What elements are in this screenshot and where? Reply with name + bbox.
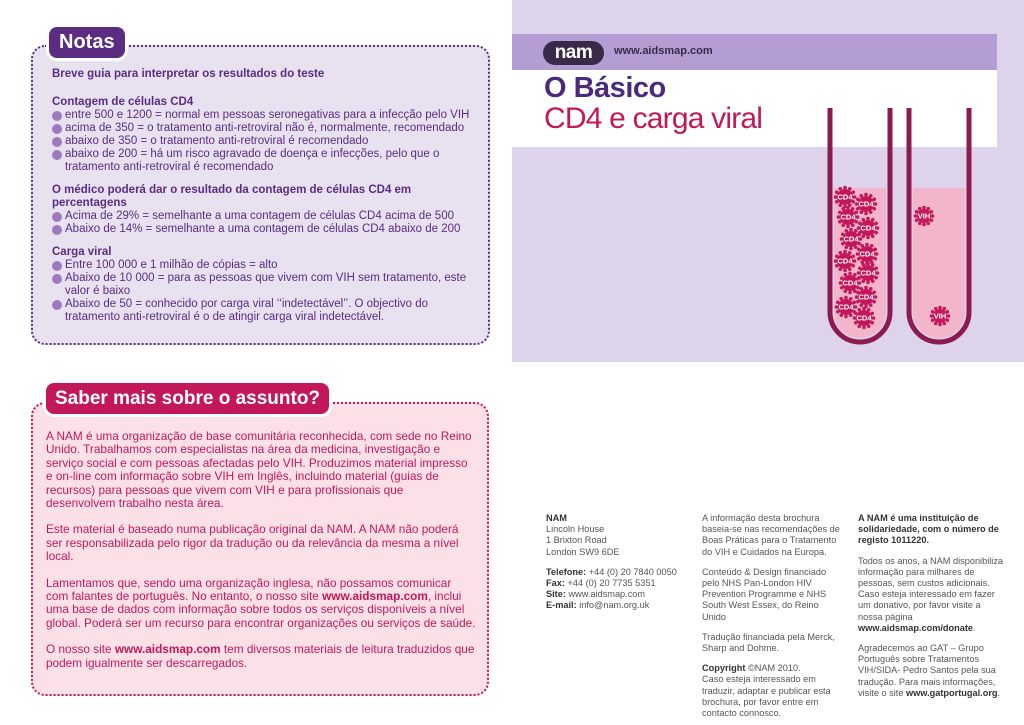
bullet-icon xyxy=(52,212,62,222)
org-name: NAM xyxy=(546,513,567,523)
svg-text:CD4: CD4 xyxy=(858,199,874,209)
cover-subtitle: CD4 e carga viral xyxy=(544,102,763,135)
section-title: O médico poderá dar o resultado da contagem de células CD4 em percentagens xyxy=(52,184,412,209)
bullet-icon xyxy=(52,137,62,147)
contact-column xyxy=(546,513,686,612)
svg-text:CD4: CD4 xyxy=(860,268,876,278)
address-line: 1 Brixton Road xyxy=(546,535,607,546)
bullet-icon xyxy=(52,111,62,121)
bullet-icon xyxy=(52,225,62,235)
email-link[interactable]: info@nam.org.uk xyxy=(579,600,650,611)
list-item: abaixo de 350 = o tratamento anti-retroviral é recomendado xyxy=(52,135,477,148)
svg-text:CD4: CD4 xyxy=(837,192,853,202)
svg-text:CD4: CD4 xyxy=(837,256,853,266)
svg-text:CD4: CD4 xyxy=(838,302,854,312)
cover-url[interactable]: www.aidsmap.com xyxy=(614,45,713,57)
notas-subtitle: Breve guia para interpretar os resultados do teste xyxy=(52,68,325,80)
credits-column xyxy=(702,513,842,719)
svg-text:CD4: CD4 xyxy=(840,212,856,222)
section-title: Carga viral xyxy=(52,246,112,258)
aidsmap-link[interactable]: www.aidsmap.com xyxy=(114,642,221,657)
percent-section xyxy=(52,184,477,236)
list-item: Abaixo de 50 = conhecido por carga viral ‘‘indetectável’’. O objectivo do tratamento anti-retroviral é o de atingir carga viral indetectável. xyxy=(52,298,477,324)
paragraph: Todos os anos, a NAM disponibiliza informação para milhares de pessoas, sem custos adicionais. Caso esteja interessado em fazer um donativo, por favor visite a nossa página www.aidsmap.com/donate. xyxy=(858,555,1004,633)
aidsmap-link[interactable]: www.aidsmap.com xyxy=(322,589,428,604)
paragraph: O nosso site www.aidsmap.com tem diversos materiais de leitura traduzidos que podem igualmente ser descarregados. xyxy=(46,642,475,670)
paragraph: Agradecemos ao GAT – Grupo Português sobre Tratamentos VIH/SIDA- Pedro Santos pela sua tradução. Para mais informações, visite o site www.gatportugal.org. xyxy=(858,643,1001,698)
list-item: abaixo de 200 = há um risco agravado de doença e infecções, pelo que o tratamento anti-retroviral é recomendado xyxy=(52,148,477,174)
paragraph: A NAM é uma instituição de solidariedade, com o número de registo 1011220. xyxy=(858,513,999,546)
bullet-icon xyxy=(52,124,62,134)
list-item: entre 500 e 1200 = normal em pessoas seronegativas para a infecção pelo VIH xyxy=(52,109,477,122)
email: E-mail: info@nam.org.uk xyxy=(546,600,650,611)
svg-text:CD4: CD4 xyxy=(860,223,876,233)
svg-text:VIH: VIH xyxy=(917,211,931,221)
bullet-icon xyxy=(52,261,62,271)
cover-title: O Básico xyxy=(544,72,666,104)
svg-text:CD4: CD4 xyxy=(843,234,859,244)
copyright: Copyright ©NAM 2010. xyxy=(702,663,801,674)
notas-heading: Notas xyxy=(49,27,125,58)
address-line: Lincoln House xyxy=(546,524,605,535)
section-title: Contagem de células CD4 xyxy=(52,96,194,108)
fax: Fax: +44 (0) 20 7735 5351 xyxy=(546,578,656,589)
gat-link[interactable]: www.gatportugal.org xyxy=(906,687,998,698)
list-item: Abaixo de 10 000 = para as pessoas que vivem com VIH sem tratamento, este valor é baixo xyxy=(52,272,477,298)
list-item: acima de 350 = o tratamento anti-retroviral não é, normalmente, recomendado xyxy=(52,122,477,135)
paragraph: Conteúdo & Design financiado pelo NHS Pan-London HIV Prevention Programme e NHS South West Essex, do Reino Unido xyxy=(702,566,827,622)
svg-text:CD4: CD4 xyxy=(858,292,874,302)
list-item: Acima de 29% = semelhante a uma contagem de células CD4 acima de 500 xyxy=(52,210,477,223)
svg-text:VIH: VIH xyxy=(933,311,947,321)
paragraph: Este material é baseado numa publicação original da NAM. A NAM não poderá ser responsabilizada pelo rigor da tradução ou da relevância da mesma a nível local. xyxy=(46,522,459,564)
list-item: Abaixo de 14% = semelhante a uma contagem de células CD4 abaixo de 200 xyxy=(52,223,477,236)
nam-logo: nam xyxy=(543,41,604,65)
cd4-tube xyxy=(830,108,890,342)
charity-column xyxy=(858,513,1006,708)
paragraph: Caso esteja interessado em traduzir, adaptar e publicar esta brochura, por favor entre em contacto connosco. xyxy=(702,674,831,719)
saber-heading: Saber mais sobre o assunto? xyxy=(46,383,329,414)
svg-text:CD4: CD4 xyxy=(859,249,875,259)
site: Site: www.aidsmap.com xyxy=(546,589,646,600)
paragraph: A NAM é uma organização de base comunitária reconhecida, com sede no Reino Unido. Trabalhamos com especialistas na área da medicina, investigação e serviço social e com pessoas afectadas pelo VIH. Produzimos material impresso e on-line com informação sobre VIH em Inglês, incluindo material (guias de recursos) para pessoas que vivem com VIH e para profissionais que desenvolvem trabalho nesta área. xyxy=(46,429,472,511)
test-tubes-illustration xyxy=(512,0,1024,362)
bullet-icon xyxy=(52,150,62,160)
cd4-section xyxy=(52,96,477,174)
bullet-icon xyxy=(52,274,62,284)
list-item: Entre 100 000 e 1 milhão de cópias = alto xyxy=(52,259,477,272)
paragraph: A informação desta brochura baseia-se nas recomendações de Boas Práticas para o Tratamento do VIH e Cuidados na Europa. xyxy=(702,513,840,557)
bullet-icon xyxy=(52,300,62,310)
phone: Telefone: +44 (0) 20 7840 0050 xyxy=(546,566,677,577)
paragraph: Tradução financiada pela Merck, Sharp and Dohme. xyxy=(702,631,835,654)
svg-text:CD4: CD4 xyxy=(842,278,858,288)
svg-text:CD4: CD4 xyxy=(856,313,872,323)
notas-content xyxy=(52,68,477,334)
viral-load-section xyxy=(52,246,477,324)
site-link[interactable]: www.aidsmap.com xyxy=(568,589,646,600)
donate-link[interactable]: www.aidsmap.com/donate xyxy=(858,622,974,633)
saber-content xyxy=(46,430,476,683)
paragraph: Lamentamos que, sendo uma organização inglesa, não possamos comunicar com falantes de português. No entanto, o nosso site www.aidsmap.com, inclui uma base de dados com informação sobre todos os serviços disponíveis a nível global. Poderá ser um recurso para encontrar organizações ou serviços de saúde. xyxy=(46,575,476,630)
vih-tube xyxy=(909,108,969,342)
address-line: London SW9 6DE xyxy=(546,546,620,557)
